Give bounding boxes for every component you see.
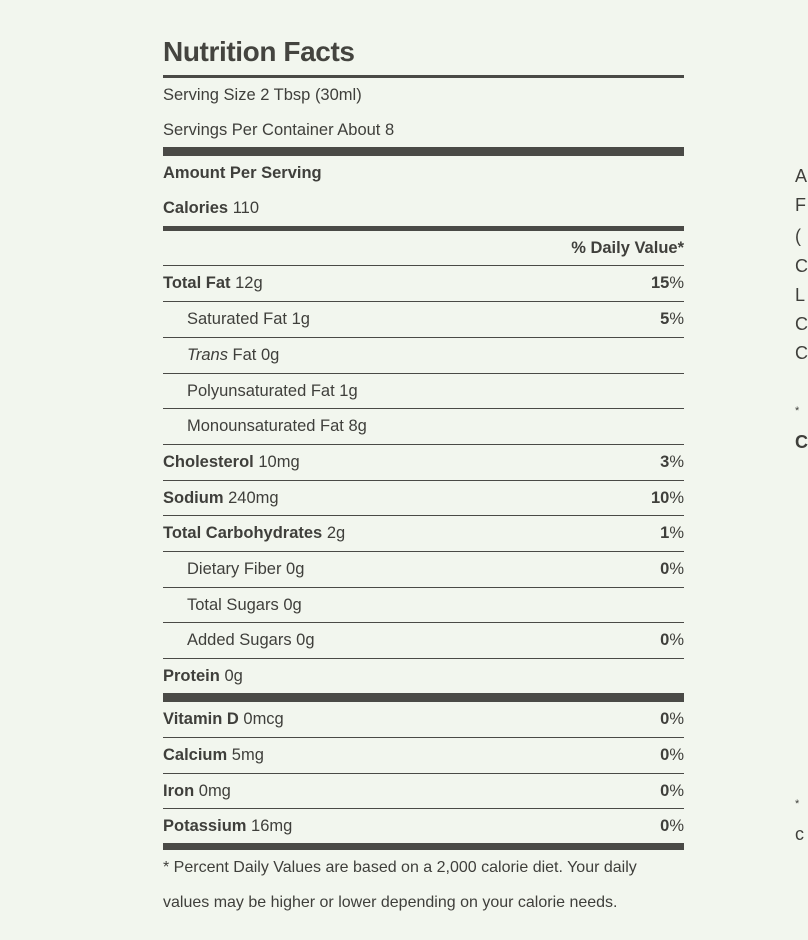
vitamin-amount: 5mg <box>231 746 264 764</box>
serving-size-text: Serving Size 2 Tbsp (30ml) <box>163 86 362 104</box>
nutrient-name: Protein <box>163 667 220 685</box>
clipped-edge-text: ( <box>795 226 801 246</box>
daily-value-percent: 0 <box>660 817 670 835</box>
nutrient-name: Total Sugars <box>187 596 279 614</box>
clipped-edge-text: C <box>795 432 808 452</box>
daily-value-percent: 0 <box>660 782 670 800</box>
clipped-edge-text: A <box>795 166 808 186</box>
nutrient-name: Dietary Fiber <box>187 560 282 578</box>
nutrient-name: Total Carbohydrates <box>163 524 323 542</box>
vitamin-amount: 0mg <box>198 782 231 800</box>
calories-value: 110 <box>232 199 260 217</box>
nutrient-row-total-sugars <box>163 588 684 622</box>
nutrient-amount: 0g <box>296 631 315 649</box>
percent-sign: % <box>669 746 684 764</box>
servings-per-container-row <box>163 113 684 147</box>
nutrient-amount: 1g <box>339 382 358 400</box>
nutrient-name: Sodium <box>163 489 224 507</box>
servings-per-container-text: Servings Per Container About 8 <box>163 121 395 139</box>
clipped-edge-text: C <box>795 343 808 363</box>
nutrient-row-sodium <box>163 481 684 515</box>
percent-sign: % <box>669 710 684 728</box>
clipped-edge-text: c <box>795 824 804 844</box>
nutrient-row-total-fat <box>163 266 684 300</box>
footnote-line-2: values may be higher or lower depending on your calorie needs. <box>163 894 618 911</box>
nutrient-amount: 0g <box>286 560 305 578</box>
calories-label: Calories <box>163 199 229 217</box>
daily-value-percent: 0 <box>660 560 670 578</box>
thick-divider-top <box>163 147 684 156</box>
percent-sign: % <box>669 310 684 328</box>
nutrient-name: Monounsaturated Fat <box>187 417 344 435</box>
vitamin-name: Vitamin D <box>163 710 239 728</box>
percent-sign: % <box>669 489 684 507</box>
vitamin-name: Calcium <box>163 746 228 764</box>
calories-row <box>163 191 684 225</box>
nutrient-name: Polyunsaturated Fat <box>187 382 335 400</box>
nutrient-amount: 2g <box>326 524 346 542</box>
amount-per-serving-row <box>163 156 684 190</box>
nutrient-row-added-sugars <box>163 623 684 657</box>
thick-divider-bottom <box>163 843 684 850</box>
nutrient-amount: 0g <box>224 667 243 685</box>
percent-sign: % <box>669 524 684 542</box>
percent-sign: % <box>669 453 684 471</box>
nutrient-row-monounsaturated-fat <box>163 409 684 443</box>
percent-sign: % <box>669 274 684 292</box>
nutrient-row-total-carbohydrates <box>163 516 684 550</box>
nutrient-amount: 8g <box>348 417 367 435</box>
percent-sign: % <box>669 631 684 649</box>
vitamin-amount: 0mcg <box>243 710 284 728</box>
clipped-edge-text: C <box>795 314 808 334</box>
nutrient-name: Fat <box>232 346 257 364</box>
nutrient-amount: 12g <box>235 274 263 292</box>
nutrient-row-dietary-fiber <box>163 552 684 586</box>
clipped-edge-text: * <box>795 798 800 810</box>
trans-prefix: Trans <box>187 346 228 364</box>
vitamin-name: Potassium <box>163 817 247 835</box>
percent-sign: % <box>669 782 684 800</box>
thick-divider-vitamins <box>163 693 684 702</box>
nutrient-name: Added Sugars <box>187 631 292 649</box>
nutrient-name: Total Fat <box>163 274 231 292</box>
clipped-edge-text: C <box>795 256 808 276</box>
nutrient-row-protein <box>163 659 684 693</box>
vitamin-row-calcium <box>163 738 684 772</box>
daily-value-percent: 3 <box>660 453 670 471</box>
serving-size-row <box>163 78 684 112</box>
daily-value-percent: 0 <box>660 710 670 728</box>
daily-value-percent: 0 <box>660 631 670 649</box>
daily-value-percent: 0 <box>660 746 670 764</box>
nutrition-facts-title: Nutrition Facts <box>163 36 355 67</box>
vitamin-row-iron <box>163 774 684 808</box>
nutrient-amount: 0g <box>260 346 280 364</box>
vitamin-amount: 16mg <box>251 817 293 835</box>
daily-value-percent: 10 <box>650 489 670 507</box>
daily-value-percent: 15 <box>650 274 670 292</box>
footnote-line-1: * Percent Daily Values are based on a 2,000 calorie diet. Your daily <box>163 859 637 876</box>
nutrient-row-saturated-fat <box>163 302 684 336</box>
daily-value-header: % Daily Value* <box>571 239 684 257</box>
daily-value-header-row <box>163 231 684 265</box>
clipped-edge-text: L <box>795 285 806 305</box>
clipped-edge-text: F <box>795 195 806 215</box>
nutrient-amount: 1g <box>291 310 310 328</box>
vitamin-row-vitamin-d <box>163 702 684 736</box>
percent-sign: % <box>669 560 684 578</box>
nutrient-amount: 0g <box>283 596 302 614</box>
daily-value-percent: 1 <box>660 524 670 542</box>
nutrient-name: Cholesterol <box>163 453 254 471</box>
clipped-edge-text: * <box>795 405 800 417</box>
footnote <box>163 850 684 920</box>
nutrient-row-cholesterol <box>163 445 684 479</box>
nutrient-row-polyunsaturated-fat <box>163 374 684 408</box>
daily-value-percent: 5 <box>660 310 670 328</box>
vitamin-row-potassium <box>163 809 684 843</box>
nutrient-amount: 10mg <box>258 453 300 471</box>
percent-sign: % <box>669 817 684 835</box>
amount-per-serving-label: Amount Per Serving <box>163 164 322 182</box>
vitamin-name: Iron <box>163 782 195 800</box>
nutrient-name: Saturated Fat <box>187 310 287 328</box>
nutrient-amount: 240mg <box>228 489 279 507</box>
nutrient-row-trans-fat <box>163 338 684 372</box>
